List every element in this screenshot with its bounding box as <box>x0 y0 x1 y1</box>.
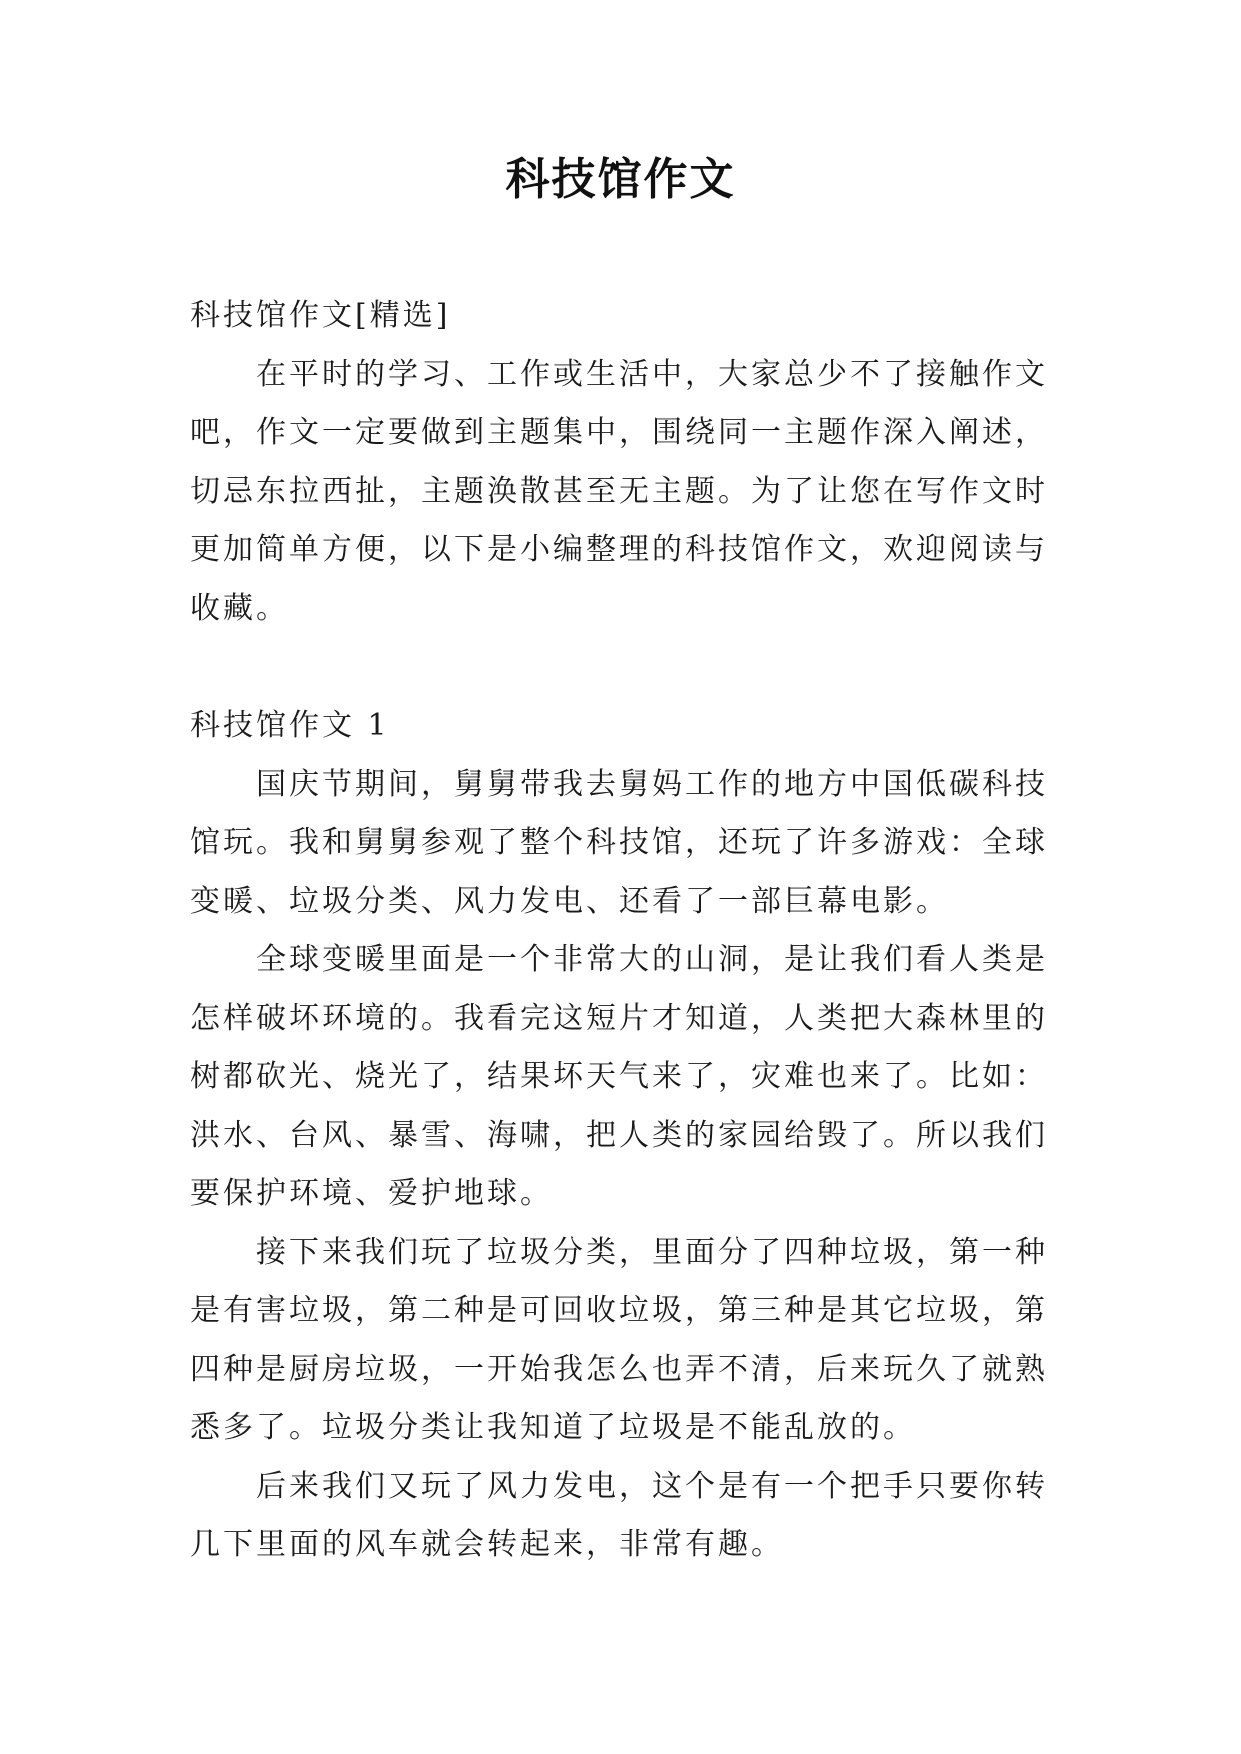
document-body <box>190 287 1060 1575</box>
essay-paragraph-3: 接下来我们玩了垃圾分类，里面分了四种垃圾，第一种是有害垃圾，第二种是可回收垃圾，第三种是其它垃圾，第四种是厨房垃圾，一开始我怎么也弄不清，后来玩久了就熟悉多了。垃圾分类让我知道了垃圾是不能乱放的。 <box>190 1234 1048 1445</box>
document-subtitle: 科技馆作文[精选] <box>190 298 451 333</box>
intro-paragraph: 在平时的学习、工作或生活中，大家总少不了接触作文吧，作文一定要做到主题集中，围绕同一主题作深入阐述，切忌东拉西扯，主题涣散甚至无主题。为了让您在写作文时更加简单方便，以下是小编整理的科技馆作文，欢迎阅读与收藏。 <box>190 356 1048 626</box>
essay-paragraph-1: 国庆节期间，舅舅带我去舅妈工作的地方中国低碳科技馆玩。我和舅舅参观了整个科技馆，还玩了许多游戏：全球变暖、垃圾分类、风力发电、还看了一部巨幕电影。 <box>190 766 1048 919</box>
page-title: 科技馆作文 <box>505 154 736 205</box>
essay-heading: 科技馆作文 1 <box>190 708 390 743</box>
essay-paragraph-4: 后来我们又玩了风力发电，这个是有一个把手只要你转几下里面的风车就会转起来，非常有趣。 <box>190 1468 1048 1562</box>
essay-paragraph-2: 全球变暖里面是一个非常大的山洞，是让我们看人类是怎样破坏环境的。我看完这短片才知道，人类把大森林里的树都砍光、烧光了，结果坏天气来了，灾难也来了。比如：洪水、台风、暴雪、海啸，把人类的家园给毁了。所以我们要保护环境、爱护地球。 <box>190 942 1048 1211</box>
section-gap <box>190 638 1060 697</box>
